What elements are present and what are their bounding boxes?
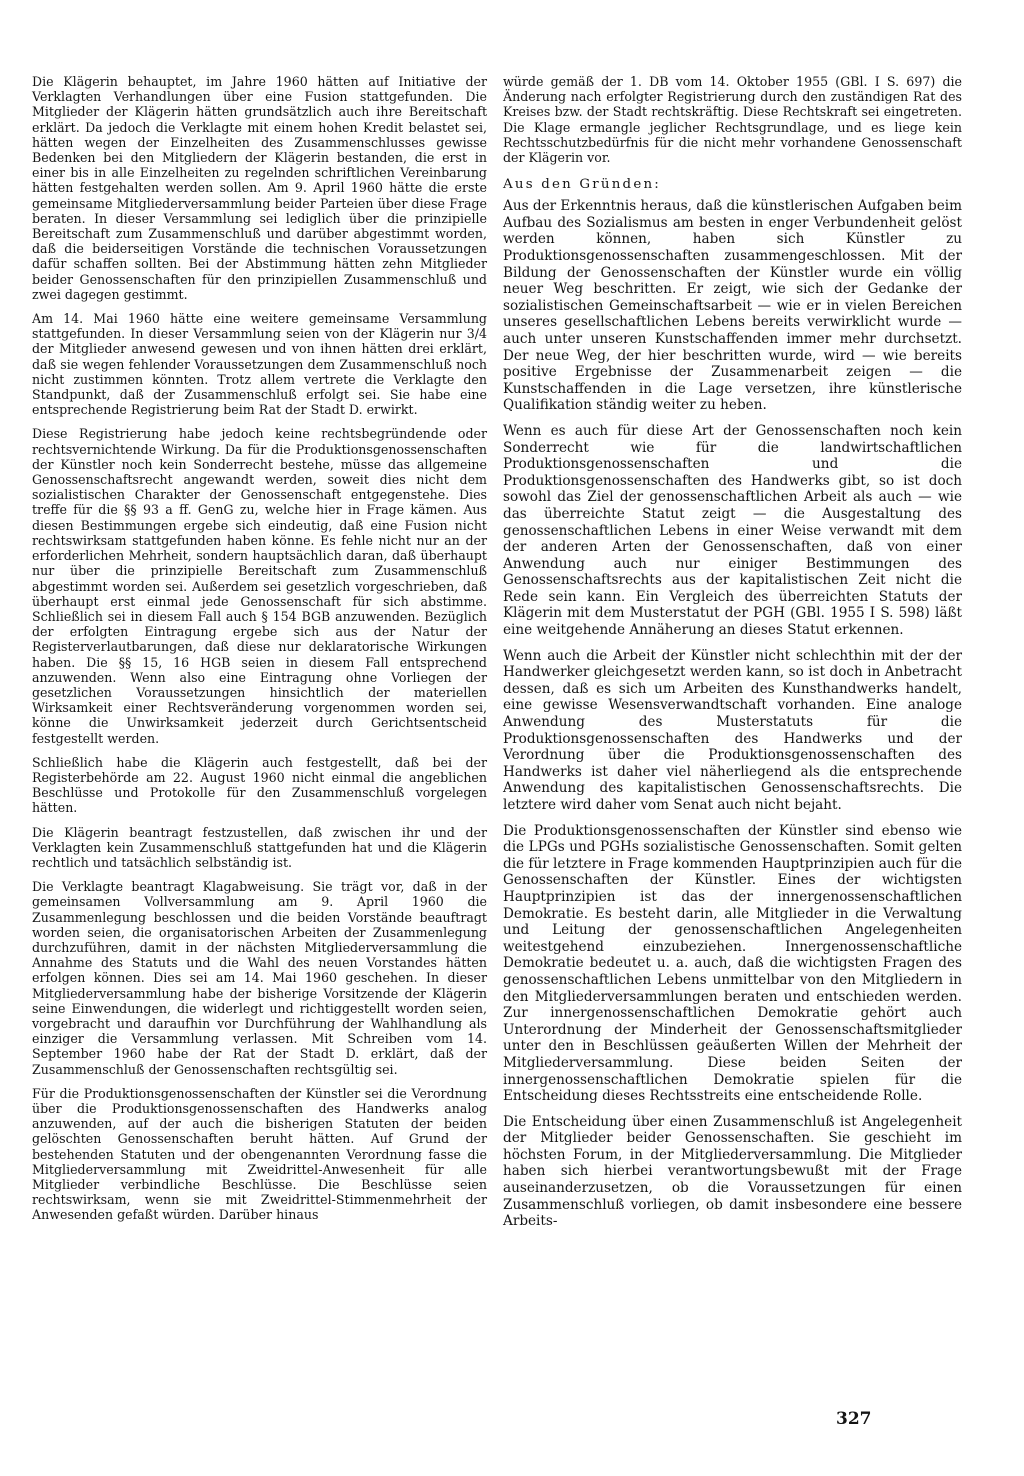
body-paragraph: Diese Registrierung habe jedoch keine rechtsbegründende oder rechtsvernichtende Wirkung. Da für die Produktionsgenossenschaften der Künstler noch kein Sonderrecht bestehe, müsse das allgemeine Genossenschaftsrecht angewandt werden, soweit dies nicht dem sozialistischen Charakter der Genossenschaft entgegenstehe. Dies treffe für die §§ 93 a ff. GenG zu, welche hier in Frage kämen. Aus diesen Bestimmungen ergebe sich eindeutig, daß eine Fusion nicht rechtswirksam stattgefunden haben könne. Es fehle nicht nur an der erforderlichen Mehrheit, sondern hauptsächlich daran, daß überhaupt nur über die prinzipielle Bereitschaft zum Zusammenschluß abgestimmt worden sei. Außerdem sei gesetzlich vorgeschrieben, daß überhaupt erst einmal jede Genossenschaft für sich abstimme. Schließlich sei in diesem Fall auch § 154 BGB anzuwenden. Bezüglich der erfolgten Eintragung ergebe sich aus der Natur der Registerverlautbarungen, daß diese nur deklaratorische Wirkungen haben. Die §§ 15, 16 HGB seien in diesem Fall entsprechend anzuwenden. Wenn also eine Eintragung ohne Vorliegen der gesetzlichen Voraussetzungen hinsichtlich der materiellen Wirksamkeit einer Rechtsveränderung vorgenommen worden sei, könne die Unwirksamkeit jederzeit durch Gerichtsentscheid festgestellt werden. [32, 426, 487, 746]
body-paragraph: Die Produktionsgenossenschaften der Künstler sind ebenso wie die LPGs und PGHs sozialistische Genossenschaften. Somit gelten die für letztere in Frage kommenden Hauptprinzipien auch für die Genossenschaften der Künstler. Eines der wichtigsten Hauptprinzipien ist das der innergenossenschaftlichen Demokratie. Es besteht darin, alle Mitglieder in die Verwaltung und Leitung der genossenschaftlichen Angelegenheiten weitestgehend einzubeziehen. Innergenossenschaftliche Demokratie bedeutet u. a. auch, daß die wichtigsten Fragen des genossenschaftlichen Lebens unmittelbar von den Mitgliedern in den Mitgliederversammlungen beraten und entschieden werden. Zur innergenossenschaftlichen Demokratie gehört auch Unterordnung der Minderheit der Genossenschaftsmitglieder unter den in Beschlüssen geäußerten Willen der Mehrheit der Mitgliederversammlung. Diese beiden Seiten der innergenossenschaftlichen Demokratie spielen für die Entscheidung dieses Rechtsstreits eine entscheidende Rolle. [503, 822, 962, 1105]
body-paragraph: Die Klägerin behauptet, im Jahre 1960 hätten auf Initiative der Verklagten Verhandlungen über eine Fusion stattgefunden. Die Mitglieder der Klägerin hätten grundsätzlich auch ihre Bereitschaft erklärt. Da jedoch die Verklagte mit einem hohen Kredit belastet sei, hätten wegen der Einzelheiten des Zusammenschlusses gewisse Bedenken bei den Mitgliedern der Klägerin bestanden, die erst in einer bis in alle Einzelheiten zu regelnden schriftlichen Vereinbarung hätten festgehalten werden sollen. Am 9. April 1960 hätte die erste gemeinsame Mitgliederversammlung beider Parteien über diese Frage beraten. In dieser Versammlung sei lediglich über die prinzipielle Bereitschaft zum Zusammenschluß und darüber abgestimmt worden, daß die beiderseitigen Vorstände die technischen Voraussetzungen dafür schaffen sollten. Bei der Abstimmung hätten zehn Mitglieder beider Genossenschaften für den prinzipiellen Zusammenschluß und zwei dagegen gestimmt. [32, 74, 487, 302]
page-number: 327 [836, 1409, 872, 1429]
body-paragraph: Am 14. Mai 1960 hätte eine weitere gemeinsame Versammlung stattgefunden. In dieser Versammlung seien von der Klägerin nur 3/4 der Mitglieder anwesend gewesen und von ihnen hätten drei erklärt, daß sie wegen fehlender Voraussetzungen dem Zusammenschluß noch nicht zustimmen könnten. Trotz allem vertrete die Verklagte den Standpunkt, daß der Zusammenschluß erfolgt sei. Sie habe eine entsprechende Registrierung beim Rat der Stadt D. erwirkt. [32, 311, 487, 418]
left-column [32, 74, 487, 1232]
body-paragraph: Wenn auch die Arbeit der Künstler nicht schlechthin mit der der Handwerker gleichgesetzt werden kann, so ist doch in Anbetracht dessen, daß es sich um Arbeiten des Kunsthandwerks handelt, eine gewisse Wesensverwandtschaft vorhanden. Eine analoge Anwendung des Musterstatuts für die Produktionsgenossenschaften des Handwerks und der Verordnung über die Produktionsgenossenschaften des Handwerks ist daher viel näherliegend als die entsprechende Anwendung des kapitalistischen Genossenschaftsrechts. Die letztere wird daher vom Senat auch nicht bejaht. [503, 647, 962, 813]
body-paragraph: Wenn es auch für diese Art der Genossenschaften noch kein Sonderrecht wie für die landwirtschaftlichen Produktionsgenossenschaften und die Produktionsgenossenschaften des Handwerks gibt, so ist doch sowohl das Ziel der genossenschaftlichen Arbeit als auch — wie das überreichte Statut zeigt — die Ausgestaltung des genossenschaftlichen Lebens in einer Weise verwandt mit dem der anderen Arten der Genossenschaften, daß von einer Anwendung auch nur einiger Bestimmungen des Genossenschaftsrechts aus der kapitalistischen Zeit nicht die Rede sein kann. Ein Vergleich des überreichten Statuts der Klägerin mit dem Musterstatut der PGH (GBl. 1955 I S. 598) läßt eine weitgehende Annäherung an dieses Statut erkennen. [503, 422, 962, 639]
continued-paragraph: würde gemäß der 1. DB vom 14. Oktober 1955 (GBl. I S. 697) die Änderung nach erfolgter Registrierung durch den zuständigen Rat des Kreises bzw. der Stadt rechtskräftig. Diese Rechtskraft sei eingetreten. Die Klage ermangle jeglicher Rechtsgrundlage, und es liege kein Rechtsschutzbedürfnis für die nicht mehr vorhandene Genossenschaft der Klägerin vor. [503, 74, 962, 166]
body-paragraph: Die Klägerin beantragt festzustellen, daß zwischen ihr und der Verklagten kein Zusammenschluß stattgefunden hat und die Klägerin rechtlich und tatsächlich selbständig ist. [32, 824, 487, 870]
body-paragraph: Die Entscheidung über einen Zusammenschluß ist Angelegenheit der Mitglieder beider Genossenschaften. Sie geschieht im höchsten Forum, in der Mitgliederversammlung. Die Mitglieder haben sich hierbei verantwortungsbewußt mit der Frage auseinanderzusetzen, ob die Voraussetzungen für einen Zusammenschluß vorliegen, ob damit insbesondere eine bessere Arbeits- [503, 1113, 962, 1230]
body-paragraph: Für die Produktionsgenossenschaften der Künstler sei die Verordnung über die Produktionsgenossenschaften des Handwerks analog anzuwenden, auf der auch die bisherigen Statuten der beiden gelöschten Genossenschaften beruht hätten. Auf Grund der bestehenden Statuten und der obengenannten Verordnung fasse die Mitgliederversammlung mit Zweidrittel-Anwesenheit für alle Mitglieder verbindliche Beschlüsse. Die Beschlüsse seien rechtswirksam, wenn sie mit Zweidrittel-Stimmenmehrheit der Anwesenden gefaßt würden. Darüber hinaus [32, 1085, 487, 1223]
right-column [503, 74, 962, 1239]
body-paragraph: Aus der Erkenntnis heraus, daß die künstlerischen Aufgaben beim Aufbau des Sozialismus am besten in enger Verbundenheit gelöst werden können, haben sich Künstler zu Produktionsgenossenschaften zusammengeschlossen. Mit der Bildung der Genossenschaften der Künstler wurde ein völlig neuer Weg beschritten. Er zeigt, wie sich der Gedanke der sozialistischen Gemeinschaftsarbeit — wie er in vielen Bereichen unseres gesellschaftlichen Lebens bereits verwirklicht wurde — auch unter unseren Kunstschaffenden immer mehr durchsetzt. Der neue Weg, der hier beschritten wurde, wird — wie bereits positive Ergebnisse der Zusammenarbeit zeigen — die Kunstschaffenden in die Lage versetzen, ihre künstlerische Qualifikation ständig weiter zu heben. [503, 198, 963, 414]
section-heading: Aus den Gründen: [503, 177, 661, 193]
body-paragraph: Die Verklagte beantragt Klagabweisung. Sie trägt vor, daß in der gemeinsamen Vollversammlung am 9. April 1960 die Zusammenlegung beschlossen und die beiden Vorstände beauftragt worden seien, die organisatorischen Arbeiten der Zusammenlegung durchzuführen, damit in der nächsten Mitgliederversammlung die Annahme des Statuts und die Wahl des neuen Vorstandes hätten erfolgen können. Dies sei am 14. Mai 1960 geschehen. In dieser Mitgliederversammlung habe der bisherige Vorsitzende der Klägerin seine Einwendungen, die widerlegt und richtiggestellt worden seien, vorgebracht und daraufhin vor Durchführung der Wahlhandlung als einziger die Versammlung verlassen. Mit Schreiben vom 14. September 1960 habe der Rat der Stadt D. erklärt, daß der Zusammenschluß der Genossenschaften rechtsgültig sei. [32, 879, 487, 1077]
body-paragraph: Schließlich habe die Klägerin auch festgestellt, daß bei der Registerbehörde am 22. August 1960 nicht einmal die angeblichen Beschlüsse und Protokolle für den Zusammenschluß vorgelegen hätten. [32, 754, 487, 816]
